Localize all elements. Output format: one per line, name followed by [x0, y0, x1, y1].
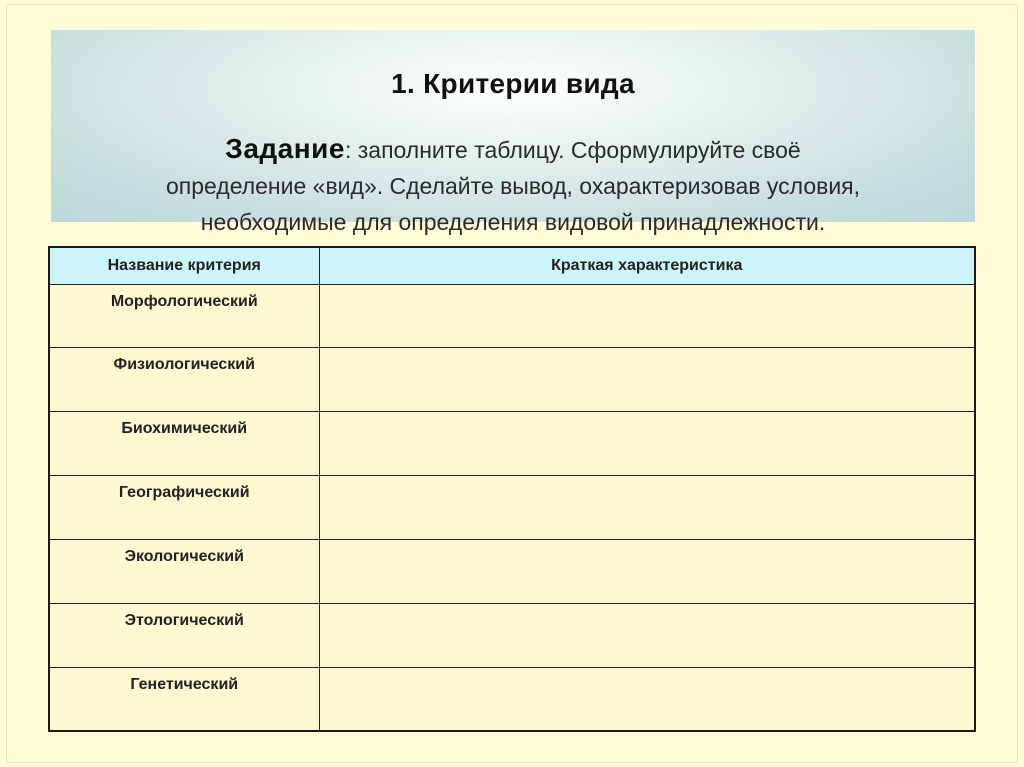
table-row [49, 667, 975, 731]
characteristic-cell[interactable] [319, 412, 975, 476]
header-box [51, 30, 975, 235]
task-line-3: необходимые для определения видовой принадлежности. [200, 209, 826, 235]
criterion-name: Географический [49, 476, 319, 540]
table-row [49, 412, 975, 476]
characteristic-cell[interactable] [319, 539, 975, 603]
task-line-1-text: : заполните таблицу. Сформулируйте своё [344, 137, 801, 163]
table-row [49, 284, 975, 348]
task-line-1 [51, 131, 975, 168]
table-row [49, 539, 975, 603]
criteria-table [48, 246, 976, 732]
column-header-criterion: Название критерия [49, 247, 319, 284]
characteristic-cell[interactable] [319, 476, 975, 540]
table-header-row [49, 247, 975, 284]
criterion-name: Биохимический [49, 412, 319, 476]
task-line-2: определение «вид». Сделайте вывод, охарактеризовав условия, [165, 173, 861, 199]
criterion-name: Экологический [49, 539, 319, 603]
characteristic-cell[interactable] [319, 348, 975, 412]
column-header-characteristic: Краткая характеристика [319, 247, 975, 284]
table-row [49, 476, 975, 540]
criterion-name: Генетический [49, 667, 319, 731]
slide-title: 1. Критерии вида [391, 68, 635, 99]
characteristic-cell[interactable] [319, 667, 975, 731]
characteristic-cell[interactable] [319, 603, 975, 667]
criterion-name: Физиологический [49, 348, 319, 412]
characteristic-cell[interactable] [319, 284, 975, 348]
table-row [49, 348, 975, 412]
task-text [51, 131, 975, 240]
criterion-name: Этологический [49, 603, 319, 667]
table-row [49, 603, 975, 667]
task-label: Задание [225, 133, 345, 164]
criterion-name: Морфологический [49, 284, 319, 348]
